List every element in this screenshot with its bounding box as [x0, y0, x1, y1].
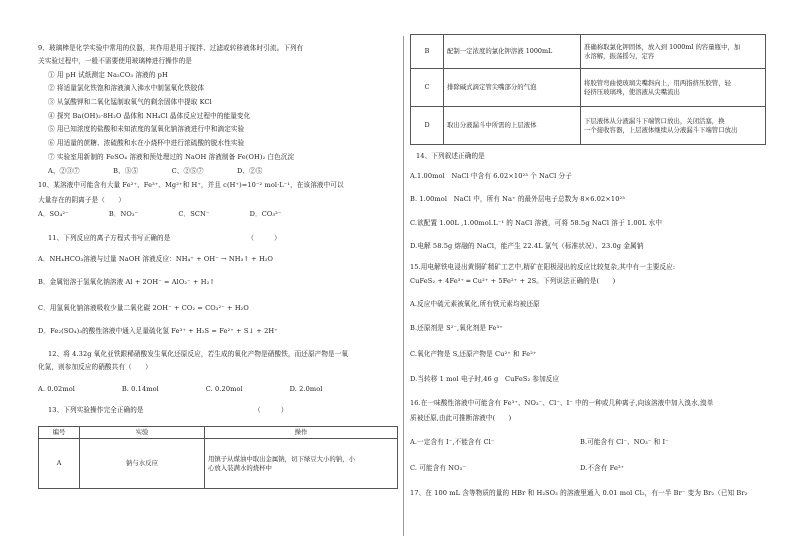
row-operation: [205, 439, 398, 489]
q12-stem-line2: 化氮，则参加反应的硝酸共有（ ）: [38, 363, 152, 371]
row-id: A: [39, 439, 80, 489]
table-row: [39, 439, 398, 489]
q16-option-c: C. 可能含有 NO₃⁻: [410, 464, 466, 472]
q12-options: A. 0.02mol B. 0.14mol C. 0.20mol D. 2.0mol: [38, 385, 323, 393]
q15-option-a: A.反应中硫元素被氧化,所有铁元素均被还原: [410, 300, 540, 308]
row-operation-line1: 准确称取氯化钾固体，放入到 1000ml 的容量瓶中，加: [584, 42, 741, 51]
row-operation-line1: 将胶管弯曲使玻璃尖嘴斜向上，用两指挤压胶管，轻: [584, 78, 731, 87]
row-operation-line2: 轻挤压玻璃珠，使溶液从尖嘴流出: [584, 87, 680, 96]
q9-stem-line1: 9、玻璃棒是化学实验中常用的仪器，其作用是用于搅拌、过滤或转移液体时引流。下列有: [38, 44, 304, 52]
q11-stem: 11、下列反应的离子方程式书写正确的是 （ ）: [48, 234, 281, 242]
q16-option-b: B.可能含有 Cl⁻、NO₃⁻ 和 I⁻: [580, 438, 669, 446]
row-experiment: 钠与水反应: [80, 439, 205, 489]
q14-option-a: A.1.00mol NaCl 中含有 6.02×10²³ 个 NaCl 分子: [410, 172, 572, 180]
q13-stem: 13、下列实验操作完全正确的是 （ ）: [48, 406, 288, 414]
header-experiment: 实验: [80, 427, 205, 439]
q16-stem-line1: 16.在一味酸性溶液中可能含有 Fe³⁺、NO₃⁻、Cl⁻、I⁻ 中的一种或几种离子,向该溶液中加入溴水,溴单: [410, 399, 714, 407]
q11-option-a: A．NH₄HCO₃溶液与过量 NaOH 溶液反应：NH₄⁺ + OH⁻ → NH₃↑ + H₂O: [38, 255, 274, 263]
q10-stem-line2: 大量存在的阴离子是（ ）: [38, 196, 126, 204]
q14-stem: 14、下列叙述正确的是: [416, 152, 485, 160]
q13-table-top: [38, 426, 398, 489]
row-operation-line1: 用镇子从煤油中取出金属钠，切下绿豆大小的钠，小: [208, 454, 355, 463]
row-experiment: 取出分液漏斗中所需的上层液体: [444, 107, 581, 145]
q11-option-b: B．金属铝溶于氢氧化钠溶液 Al + 2OH⁻ = AlO₂⁻ + H₂↑: [38, 278, 215, 286]
q15-option-b: B.还原剂是 S²⁻,氧化剂是 Fe³⁺: [410, 324, 503, 332]
table-row: [411, 107, 766, 145]
row-id: D: [411, 107, 444, 145]
q15-stem-line1: 15.用电解铁电浸出黄铜矿精矿工艺中,精矿在阳极浸出的反应比较复杂,其中有一主要反应:: [410, 263, 676, 271]
q9-item-1: ① 用 pH 试纸测定 Na₂CO₃ 溶液的 pH: [48, 71, 168, 79]
q9-item-6: ⑥ 用适量的蔗糖、浓硫酸和水在小烧杯中进行浓硫酸的脱水性实验: [48, 139, 245, 147]
table-header-row: [39, 427, 398, 439]
row-id: C: [411, 69, 444, 107]
q12-stem-line1: 12、将 4.32g 氧化亚铁跟稀硝酸发生氧化还原反应，若生成的氧化产物是硝酸铁，而还原产物是一氧: [48, 350, 349, 358]
row-experiment: 配制一定浓度的氯化钾溶液 1000mL: [444, 35, 581, 69]
q11-option-d: D．Fe₂(SO₄)₃的酸性溶液中通入足量硫化氢 Fe³⁺ + H₂S = Fe²⁺ + S↓ + 2H⁺: [38, 327, 278, 335]
q14-option-b: B. 1.00mol NaCl 中，所有 Na⁺ 的最外层电子总数为 8×6.02×10²³: [410, 195, 625, 203]
row-operation-line2: 心放入装满水的烧杯中: [208, 463, 272, 472]
q14-option-c: C.欲配置 1.00L ,1.00mol.L⁻¹ 的 NaCl 溶液，可将 58.5g NaCl 溶于 1.00L 水中: [410, 219, 663, 227]
row-operation-line2: 一个接收容器，上层液体继续从分液漏斗下端管口放出: [584, 125, 738, 134]
q9-item-4: ④ 探究 Ba(OH)₂·8H₂O 晶体和 NH₄Cl 晶体反应过程中的能量变化: [48, 112, 251, 120]
row-operation: [581, 107, 766, 145]
q10-options: A．SO₄²⁻ B．NO₃⁻ C．SCN⁻ D．CO₃²⁻: [38, 210, 282, 218]
q13-table-continued: [410, 34, 766, 145]
q9-item-3: ③ 从氯酸钾和二氧化锰制取氧气的剩余固体中提取 KCl: [48, 98, 212, 106]
row-experiment: 排除碱式滴定管尖嘴部分的气泡: [444, 69, 581, 107]
q9-item-5: ⑤ 用已知浓度的盐酸和未知浓度的氢氧化钠溶液进行中和滴定实验: [48, 125, 245, 133]
header-id: 编号: [39, 427, 80, 439]
q17-stem: 17、在 100 mL 含等物质的量的 HBr 和 H₂SO₃ 的溶液里通入 0.01 mol Cl₂，有一半 Br⁻ 变为 Br₂（已知 Br₂: [410, 489, 748, 497]
q14-option-d: D.电解 58.5g 熔融的 NaCl，能产生 22.4L 氯气（标准状况）、23.0g 金属钠: [410, 242, 644, 250]
q9-stem-line2: 关实验过程中，一般不需要使用玻璃棒进行操作的是: [38, 57, 192, 65]
row-operation-line1: 下层液体从分液漏斗下端管口放出，关闭活塞，换: [584, 116, 725, 125]
q16-stem-line2: 质被还原,由此可推断溶液中( ): [410, 414, 512, 422]
q16-option-d: D.不含有 Fe³⁺: [580, 464, 625, 472]
header-operation: 操作: [205, 427, 398, 439]
table-row: [411, 35, 766, 69]
q10-stem-line1: 10、某溶液中可能含有大量 Fe²⁺、Fe³⁺、Mg²⁺和 H⁺，并且 c(H⁺)=10⁻² mol·L⁻¹，在该溶液中可以: [38, 181, 344, 189]
row-operation: [581, 69, 766, 107]
q15-option-d: D.当转移 1 mol 电子时,46 g CuFeS₂ 参加反应: [410, 375, 560, 383]
q15-stem-line2: CuFeS₂ + 4Fe³⁺ ═ Cu²⁺ + 5Fe²⁺ + 2S。下列说法正确的是( ): [410, 277, 616, 285]
column-divider: [403, 36, 404, 536]
row-id: B: [411, 35, 444, 69]
table-row: [411, 69, 766, 107]
q11-option-c: C．用氢氧化钠溶液吸收少量二氧化碳 2OH⁻ + CO₂ = CO₃²⁻ + H₂O: [38, 304, 249, 312]
row-operation: [581, 35, 766, 69]
q9-options: A、②③⑦ B、③⑤ C、②⑤⑦ D、②⑤: [48, 167, 263, 175]
q15-option-c: C.氧化产物是 S,还原产物是 Cu²⁺ 和 Fe²⁺: [410, 350, 537, 358]
q9-item-7: ⑦ 实验室用新制的 FeSO₄ 溶液和预处理过的 NaOH 溶液制备 Fe(OH)₂ 白色沉淀: [48, 153, 295, 161]
row-operation-line2: 水溶解，振荡摇匀，定容: [584, 51, 655, 60]
q16-option-a: A.一定含有 I⁻,不能含有 Cl⁻: [410, 438, 495, 446]
q9-item-2: ② 将适量氯化铁饱和溶液滴入沸水中制氢氧化铁胶体: [48, 84, 205, 92]
